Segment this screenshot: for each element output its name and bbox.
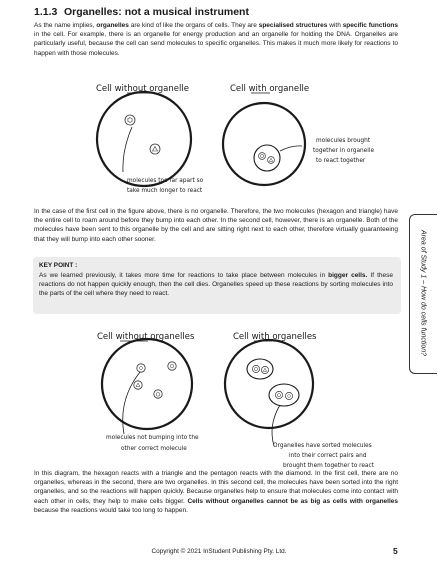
hexagon-molecule (259, 153, 266, 160)
callout-text: molecules not bumping into the (106, 435, 199, 441)
text-run: As the name implies, (34, 22, 97, 29)
callout-text: Organelles have sorted molecules (273, 443, 372, 449)
cell-without-organelle (97, 92, 191, 186)
bold-term: specialised structures (258, 22, 328, 29)
callout-line (123, 127, 132, 172)
callout-text: take much longer to react (127, 188, 203, 194)
hexagon-molecule (252, 365, 259, 372)
bold-term: organelles (96, 22, 129, 29)
organelle (247, 359, 273, 379)
callout-text: molecules brought (316, 138, 371, 144)
text-run: As we learned previously, it takes more time for reactions to take place between molecules in (39, 272, 329, 279)
label-cell-with-organelles: Cell with organelles (233, 332, 317, 342)
triangle-molecule (268, 157, 275, 164)
section-title: Organelles: not a musical instrument (64, 6, 249, 18)
key-point-box (33, 257, 401, 314)
section-number: 1.1.3 (34, 6, 58, 18)
bold-term: Cells without organelles cannot be as big as cells with organelles (187, 497, 398, 505)
pentagon-molecule (154, 390, 162, 398)
triangle-molecule (261, 366, 268, 373)
callout-line (280, 146, 302, 151)
text-run: because the reactions would take too long to happen. (34, 506, 188, 514)
bold-term: bigger cells. (328, 272, 368, 279)
triangle-molecule (150, 144, 160, 154)
bold-term: specific functions (342, 22, 399, 29)
cell-with-organelles (225, 340, 313, 428)
text-run: If these reactions do not happen quickly enough, then the cell dies. Organelles speed up these reactions by sorting molecules into the parts of the cell where they need to react. (39, 272, 393, 298)
diamond-molecule (285, 392, 292, 399)
key-point-text (39, 271, 393, 299)
callout-text: molecules too far apart so (127, 178, 204, 184)
summary-paragraph (34, 469, 398, 515)
label-cell-without-organelles: Cell without organelles (97, 332, 195, 342)
label-cell-with-organelle: Cell with organelle (230, 84, 310, 94)
callout-text: together in organelle (313, 148, 375, 154)
organelle (269, 384, 299, 406)
hexagon-molecule (168, 362, 176, 370)
text-run: in the cell. For example, there is an organelle for energy production and an organelle for holding the DNA. Organelles are particularly useful, because the cell can send molecules to specific organelles. This makes it much more likely for reactions to happen with those molecules. (34, 31, 398, 57)
text-run: In this diagram, the hexagon reacts with a triangle and the pentagon reacts with the diamond. In the first cell, there are no organelles, whereas in the second, there are two organelles. In this second cell, the molecules have been sorted into the right organelles, and so the reactions will happen quickly. Because organelles help to ensure that molecules come into contact with each other in cells, they help to make cells bigger. (34, 470, 398, 505)
cell-without-organelles (102, 339, 192, 429)
page-number: 5 (393, 546, 398, 556)
callout-text: brought them together to react (283, 463, 374, 469)
key-point-title: KEY POINT : (39, 262, 78, 269)
pentagon-molecule (275, 391, 282, 398)
label-cell-without-organelle: Cell without organelle (96, 84, 189, 94)
callout-line (272, 405, 280, 446)
hexagon-molecule (125, 115, 135, 125)
sidebar-label: Area of Study 1 – How do cells function? (419, 229, 427, 357)
triangle-molecule (134, 381, 142, 389)
organelle (254, 145, 280, 171)
callout-text: to react together (316, 158, 366, 164)
text-run: are kind of like the organs of cells. They are (128, 22, 259, 29)
explanation-paragraph: In the case of the first cell in the figure above, there is no organelle. Therefore, the two molecules (hexagon and triangle) have the entire cell to roam around before they bump into each other. In the second cell, however, there is an organelle. Both of the molecules have been sent to this organelle by the cell and are sitting right next to each other, therefore virtually guaranteeing that they will bump into each other sooner. (34, 208, 398, 243)
callout-text: into their correct pairs and (289, 453, 367, 459)
callout-text: other correct molecule (121, 446, 187, 452)
text-run: with (327, 22, 343, 29)
diamond-molecule (137, 364, 145, 372)
cell-with-organelle (223, 103, 305, 185)
copyright-footer: Copyright © 2021 InStudent Publishing Pty. Ltd. (151, 548, 287, 555)
